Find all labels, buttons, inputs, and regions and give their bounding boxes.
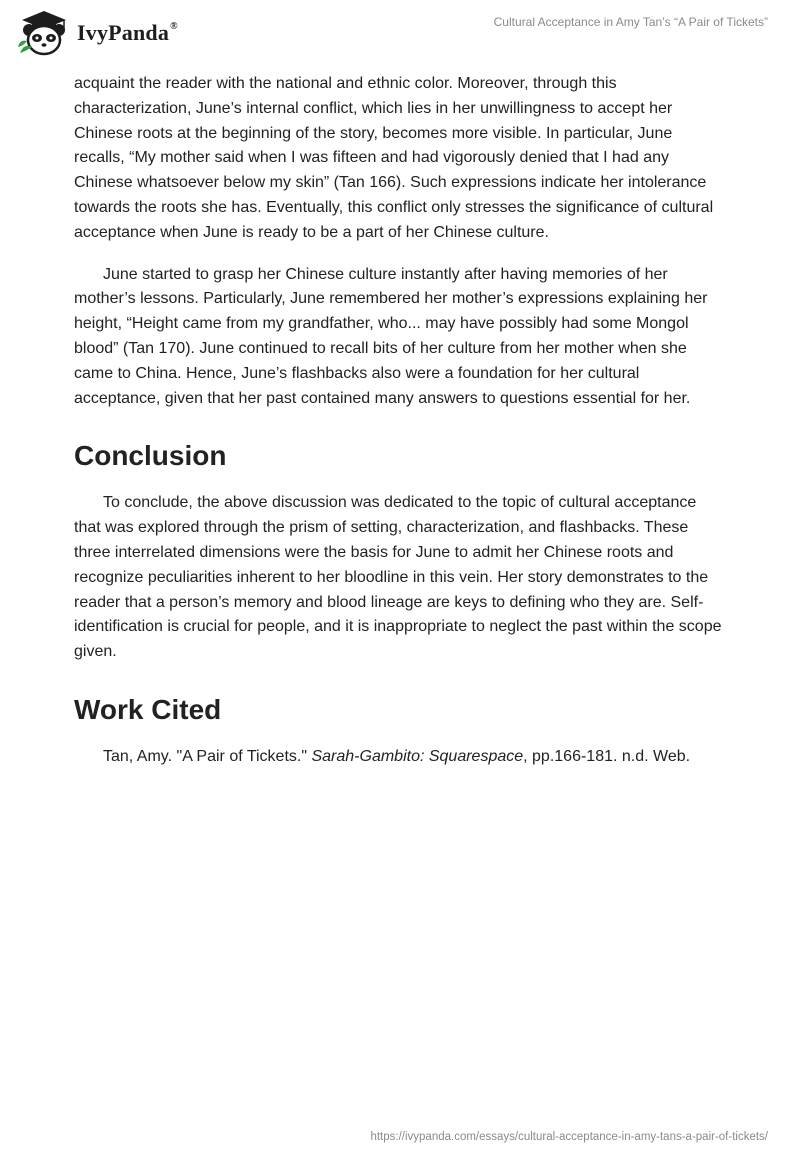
page-header xyxy=(0,0,800,64)
citation-details: , pp.166-181. n.d. Web. xyxy=(523,747,691,765)
registered-mark: ® xyxy=(170,20,178,32)
citation-entry xyxy=(74,745,726,770)
paragraph-characterization: acquaint the reader with the national and ethnic color. Moreover, through this characterization, June’s internal conflict, which lies in her unwillingness to accept her Chinese roots at the beginning of the story, becomes more visible. In particular, June recalls, “My mother said when I was fifteen and had vigorously denied that I had any Chinese whatsoever below my skin” (Tan 166). Such expressions indicate her intolerance towards the roots she has. Eventually, this conflict only stresses the significance of cultural acceptance when June is ready to be a part of her Chinese culture. xyxy=(74,75,714,241)
footer-url[interactable]: https://ivypanda.com/essays/cultural-acceptance-in-amy-tans-a-pair-of-tickets/ xyxy=(370,1131,768,1143)
paragraph-conclusion: To conclude, the above discussion was dedicated to the topic of cultural acceptance that was explored through the prism of setting, characterization, and flashbacks. These three interrelated dimensions were the basis for June to admit her Chinese roots and recognize peculiarities inherent to her bloodline in this vein. Her story demonstrates to the reader that a person’s memory and blood lineage are keys to defining who they are. Self-identification is crucial for people, and it is inappropriate to neglect the past within the scope given. xyxy=(74,494,722,661)
citation-source: Sarah-Gambito: Squarespace xyxy=(311,747,524,765)
works-cited-heading: Work Cited xyxy=(74,693,222,725)
essay-body xyxy=(74,72,726,787)
brand-name[interactable] xyxy=(77,20,178,46)
paragraph-flashbacks: June started to grasp her Chinese culture instantly after having memories of her mother’s lessons. Particularly, June remembered her mother’s expressions explaining her height, “Height came from my grandfather, who... may have possibly had some Mongol blood” (Tan 170). June continued to recall bits of her culture from her mother when she came to China. Hence, June’s flashbacks also were a foundation for her cultural acceptance, given that her past contained many answers to questions essential for her. xyxy=(74,265,708,407)
citation-author-title: Tan, Amy. "A Pair of Tickets." xyxy=(103,747,312,765)
brand-text: IvyPanda xyxy=(77,20,170,45)
conclusion-heading: Conclusion xyxy=(74,440,227,472)
document-title: Cultural Acceptance in Amy Tan’s “A Pair of Tickets” xyxy=(493,15,768,29)
panda-graduate-logo-icon[interactable] xyxy=(14,9,74,57)
